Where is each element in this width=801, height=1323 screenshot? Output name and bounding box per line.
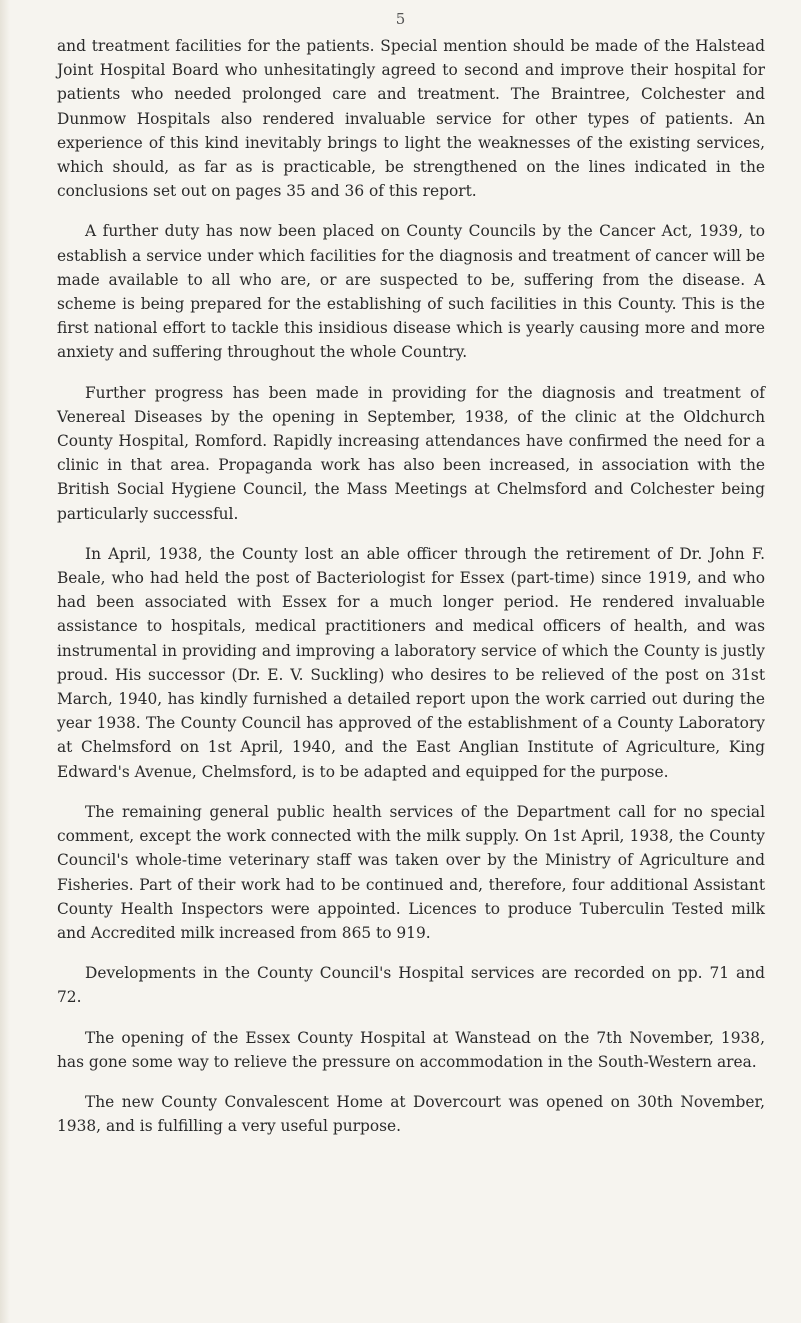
paragraph-convalescent-home: The new County Convalescent Home at Dovercourt was opened on 30th November, 1938, and is fulfilling a very useful purpose. [57, 1092, 765, 1136]
paragraph-bacteriologist: In April, 1938, the County lost an able officer through the retirement of Dr. John F. Beale, who had held the post of Bacteriologist for Essex (part-time) since 1919, and who had been associated with Essex for a much longer period. He rendered invaluable assistance to hospitals, medical practitioners and medical officers of health, and was instrumental in providing and improving a laboratory service of which the County is justly proud. His successor (Dr. E. V. Suckling) who desires to be relieved of the post on 31st March, 1940, has kindly furnished a detailed report upon the work carried out during the year 1938. The County Council has approved of the establishment of a County Laboratory at Chelmsford on 1st April, 1940, and the East Anglian Institute of Agriculture, King Edward's Avenue, Chelmsford, is to be adapted and equipped for the purpose. [57, 544, 765, 781]
document-body [57, 34, 765, 1154]
page-number: 5 [395, 10, 406, 28]
paragraph-wanstead-hospital: The opening of the Essex County Hospital at Wanstead on the 7th November, 1938, has gone some way to relieve the pressure on accommodation in the South-Western area. [57, 1028, 765, 1071]
paragraph-venereal-diseases: Further progress has been made in providing for the diagnosis and treatment of Venereal Diseases by the opening in September, 1938, of the clinic at the Oldchurch County Hospital, Romford. Rapidly increasing attendances have confirmed the need for a clinic in that area. Propaganda work has also been increased, in association with the British Social Hygiene Council, the Mass Meetings at Chelmsford and Colchester being particularly successful. [57, 383, 765, 523]
paragraph-hospital-services: Developments in the County Council's Hospital services are recorded on pp. 71 and 72. [57, 964, 765, 1007]
paragraph-cancer-act: A further duty has now been placed on County Councils by the Cancer Act, 1939, to establish a service under which facilities for the diagnosis and treatment of cancer will be made available to all who are, or are suspected to be, suffering from the disease. A scheme is being prepared for the establishing of such facilities in this County. This is the first national effort to tackle this insidious disease which is yearly causing more and more anxiety and suffering throughout the whole Country. [57, 222, 765, 362]
paragraph-treatment-facilities: and treatment facilities for the patients. Special mention should be made of the Halstead Joint Hospital Board who unhesitatingly agreed to second and improve their hospital for patients who needed prolonged care and treatment. The Braintree, Colchester and Dunmow Hospitals also rendered invaluable service for other types of patients. An experience of this kind inevitably brings to light the weaknesses of the existing services, which should, as far as is practicable, be strengthened on the lines indicated in the conclusions set out on pages 35 and 36 of this report. [57, 37, 765, 201]
page-edge-shadow [0, 0, 10, 1323]
paragraph-milk-supply: The remaining general public health services of the Department call for no special comment, except the work connected with the milk supply. On 1st April, 1938, the County Council's whole-time veterinary staff was taken over by the Ministry of Agriculture and Fisheries. Part of their work had to be continued and, therefore, four additional Assistant County Health Inspectors were appointed. Licences to produce Tuberculin Tested milk and Accredited milk increased from 865 to 919. [57, 802, 765, 942]
